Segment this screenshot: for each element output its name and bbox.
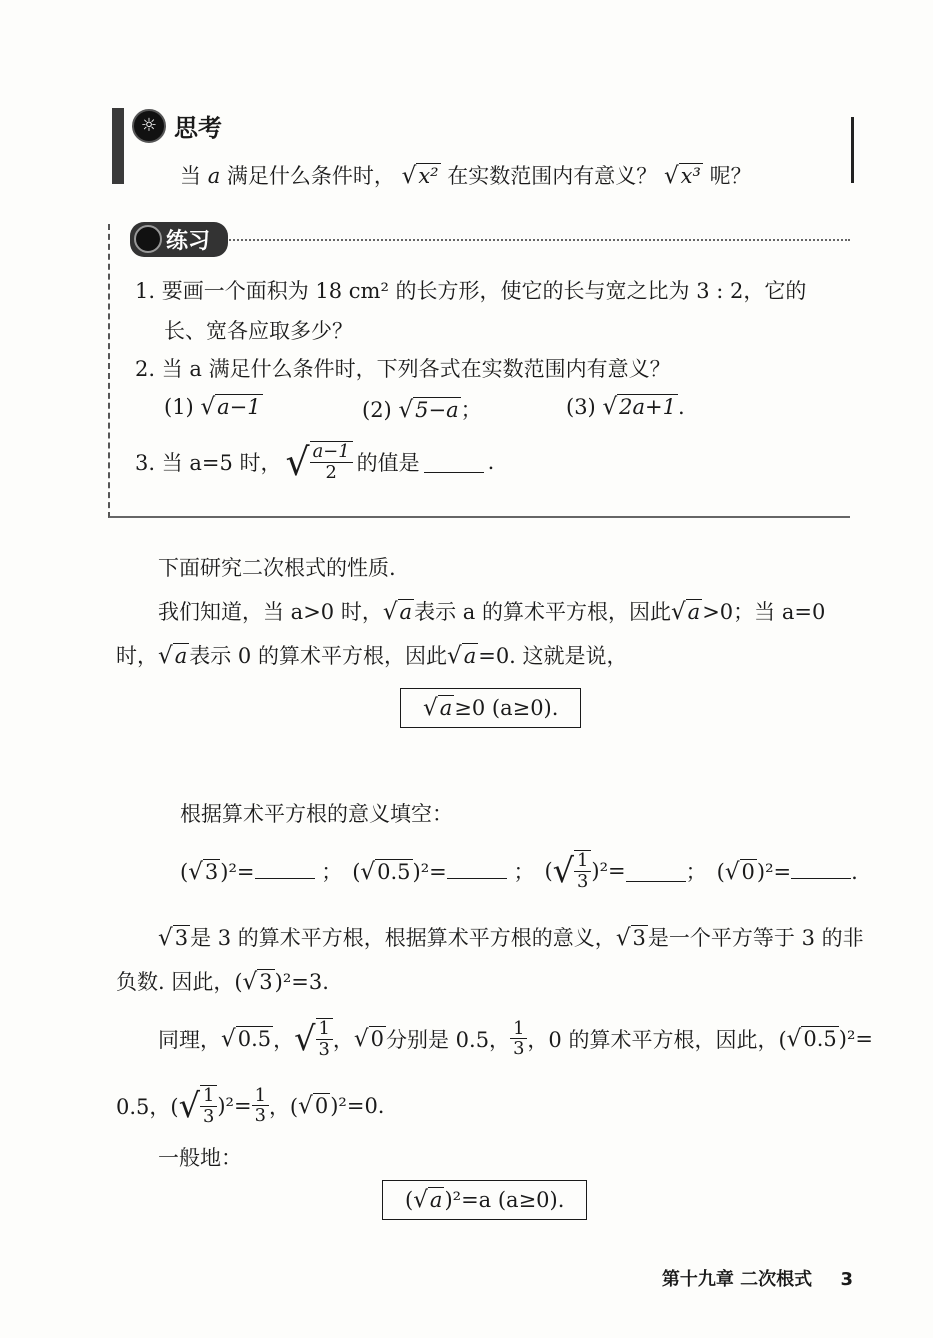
think-question: 当 a 满足什么条件时， √ x² 在实数范围内有意义？ √ x³ 呢？	[180, 163, 752, 189]
property-box-1: √ a ≥0 (a≥0).	[400, 688, 581, 728]
exercise-badge: 练习	[130, 222, 228, 257]
exercise-q2-item: (1) √ a−1	[164, 394, 261, 420]
exercise-header	[130, 222, 228, 257]
paragraph: 一般地：	[158, 1146, 242, 1170]
page-footer	[662, 1265, 853, 1291]
fill-item: ( √ $\frac{1}{3}$ )²= ；	[544, 850, 707, 892]
sqrt-expr: √ x³	[663, 163, 701, 189]
paragraph: 同理， √ 0.5 ， √ $\frac{1}{3}$ ， √ 0 分别是 0.5， $\frac{1}{3}$ ，0 的算术平方根，因此，( √ 0.5 )²=	[158, 1017, 873, 1060]
lightbulb-icon: ☼	[132, 109, 166, 143]
think-title: 思考	[174, 113, 222, 142]
exercise-q1-line1: 1. 要画一个面积为 18 cm² 的长方形，使它的长与宽之比为 3 : 2，它的	[135, 279, 807, 303]
paragraph: 时， √ a 表示 0 的算术平方根，因此 √ a =0. 这就是说，	[116, 643, 628, 669]
exercise-q2: 2. 当 a 满足什么条件时，下列各式在实数范围内有意义？	[135, 357, 671, 381]
paragraph: 0.5，( √ $\frac{1}{3}$ )²= $\frac{1}{3}$ ，( √ 0 )²=0.	[116, 1084, 385, 1127]
exercise-q2-item: (3) √ 2a+1 .	[566, 394, 685, 420]
property-box-2: ( √ a )²=a (a≥0).	[382, 1180, 587, 1220]
sqrt-expr: √ x²	[401, 163, 439, 189]
exercise-q2-item: (2) √ 5−a ；	[362, 397, 482, 423]
fill-in-row	[180, 850, 858, 891]
paragraph: 负数. 因此，( √ 3 )²=3.	[116, 969, 329, 995]
fill-item: ( √ 0 )²= .	[716, 858, 858, 885]
fill-item: ( √ 3 )²= ；	[180, 858, 343, 885]
paragraph: 下面研究二次根式的性质.	[158, 556, 396, 580]
paragraph: √ 3 是 3 的算术平方根，根据算术平方根的意义， √ 3 是一个平方等于 3 的非	[158, 925, 864, 951]
chapter-label: 第十九章 二次根式	[661, 1269, 813, 1290]
exercise-q1-line2: 长、宽各应取多少？	[164, 319, 353, 343]
answer-blank	[424, 451, 484, 473]
paragraph: 根据算术平方根的意义填空：	[180, 802, 453, 826]
think-bar-right	[851, 117, 854, 183]
exercise-top-rule	[150, 239, 850, 241]
paragraph: 我们知道，当 a>0 时， √ a 表示 a 的算术平方根，因此 √ a >0；当 a=0	[158, 599, 826, 625]
fill-item: ( √ 0.5 )²= ；	[352, 858, 535, 885]
page-number: 3	[840, 1269, 853, 1290]
exercise-q3: 3. 当 a=5 时， √ $\frac{a-1}{2}$ 的值是 .	[135, 440, 495, 484]
think-header	[112, 108, 222, 143]
pencil-icon	[134, 225, 162, 253]
